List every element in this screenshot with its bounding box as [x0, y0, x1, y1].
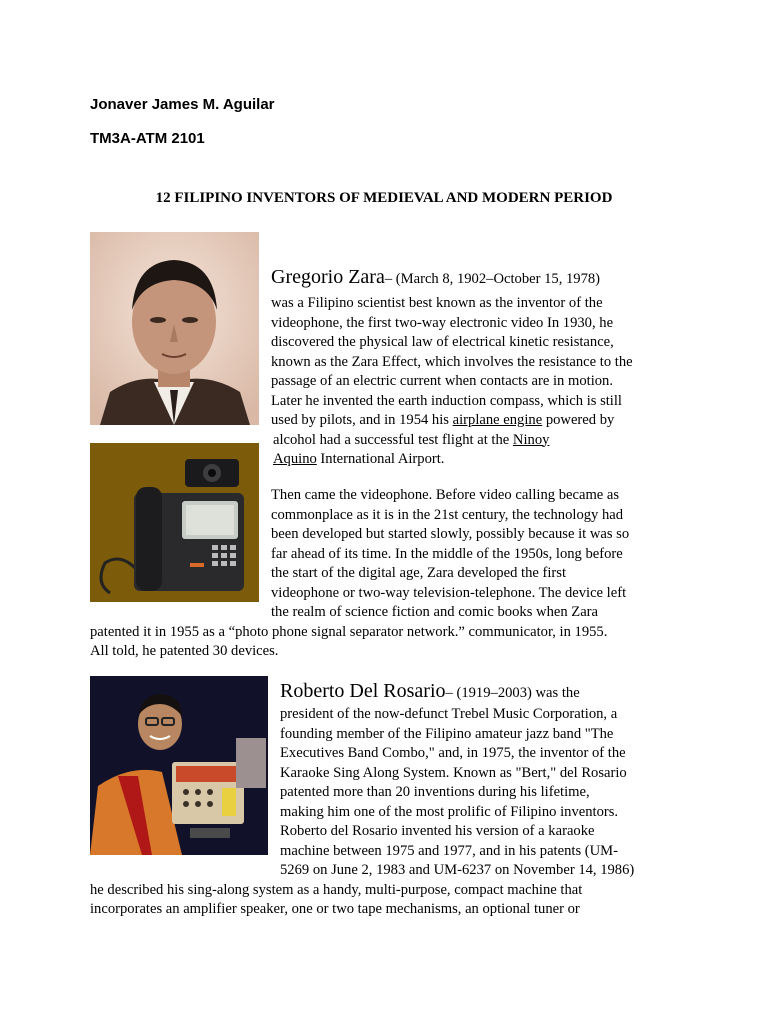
zara-videophone-line: been developed but started slowly, possibly because it was so	[271, 526, 630, 542]
rosario-dates: (1919–2003) was the	[452, 685, 580, 701]
rosario-text-line: patented more than 20 inventions during his lifetime,	[280, 784, 590, 800]
zara-heading	[271, 268, 600, 289]
rosario-text-line: Karaoke Sing Along System. Known as "Bert," del Rosario	[280, 764, 627, 781]
zara-line7-pre: used by pilots, and in 1954 his	[271, 412, 453, 428]
zara-text-line	[271, 411, 614, 430]
aquino-link[interactable]: Aquino	[273, 451, 317, 467]
zara-text-line: passage of an electric current when contacts are in motion.	[271, 373, 613, 389]
zara-line7-post: powered by	[542, 412, 615, 428]
ninoy-link[interactable]: Ninoy	[512, 431, 550, 448]
videophone-photo	[90, 443, 259, 602]
rosario-text-line: incorporates an amplifier speaker, one or two tape mechanisms, an optional tuner or	[90, 901, 580, 917]
zara-videophone-line: All told, he patented 30 devices.	[90, 643, 279, 659]
zara-videophone-line: Then came the videophone. Before video calling became as	[271, 487, 620, 503]
author-name: Jonaver James M. Aguilar	[90, 96, 275, 113]
zara-dates: (March 8, 1902–October 15, 1978)	[392, 271, 601, 287]
zara-line9-post: International Airport.	[316, 451, 445, 467]
zara-videophone-line: patented it in 1955 as a “photo phone signal separator network.” communicator, in 1955.	[90, 623, 608, 640]
zara-name: Gregorio Zara	[271, 266, 385, 288]
rosario-heading	[280, 682, 580, 703]
zara-text-line	[273, 450, 444, 469]
zara-text-line: Later he invented the earth induction compass, which is still	[271, 392, 622, 409]
document-title: 12 FILIPINO INVENTORS OF MEDIEVAL AND MODERN PERIOD	[155, 190, 613, 206]
zara-text-line: known as the Zara Effect, which involves the resistance to the	[271, 353, 633, 370]
roberto-del-rosario-photo	[90, 676, 268, 855]
zara-videophone-line: videophone or two-way television-telephone. The device left	[271, 584, 627, 601]
zara-videophone-line: commonplace as it is in the 21st century, the technology had	[271, 506, 624, 523]
zara-videophone-line: the start of the digital age, Zara developed the first	[271, 565, 567, 581]
rosario-text-line: Executives Band Combo," and, in 1975, the inventor of the	[280, 745, 626, 761]
rosario-text-line: making him one of the most prolific of Filipino inventors.	[280, 803, 619, 820]
rosario-text-line: founding member of the Filipino amateur jazz band "The	[280, 725, 614, 742]
rosario-name-dash: –	[445, 685, 453, 701]
gregorio-zara-portrait	[90, 232, 259, 425]
zara-text-line: was a Filipino scientist best known as the inventor of the	[271, 295, 603, 311]
zara-videophone-line: the realm of science fiction and comic books when Zara	[271, 604, 599, 620]
zara-line8-pre: alcohol had a successful test flight at the	[273, 431, 513, 448]
airplane-engine-link[interactable]: airplane engine	[452, 412, 543, 428]
rosario-text-line: 5269 on June 2, 1983 and UM-6237 on November 14, 1986)	[280, 862, 635, 878]
zara-text-line	[273, 431, 549, 450]
zara-text-line: discovered the physical law of electrical kinetic resistance,	[271, 334, 614, 350]
rosario-text-line: machine between 1975 and 1977, and in his patents (UM-	[280, 842, 619, 859]
rosario-text-line: he described his sing-along system as a handy, multi-purpose, compact machine that	[90, 881, 583, 898]
rosario-text-line: president of the now-defunct Trebel Music Corporation, a	[280, 706, 618, 722]
rosario-name: Roberto Del Rosario	[280, 680, 446, 702]
course-code: TM3A-ATM 2101	[90, 130, 205, 147]
zara-videophone-line: far ahead of its time. In the middle of the 1950s, long before	[271, 545, 623, 562]
zara-text-line: videophone, the first two-way electronic video In 1930, he	[271, 314, 614, 331]
zara-name-dash: –	[384, 271, 393, 287]
rosario-text-line: Roberto del Rosario invented his version of a karaoke	[280, 823, 595, 839]
